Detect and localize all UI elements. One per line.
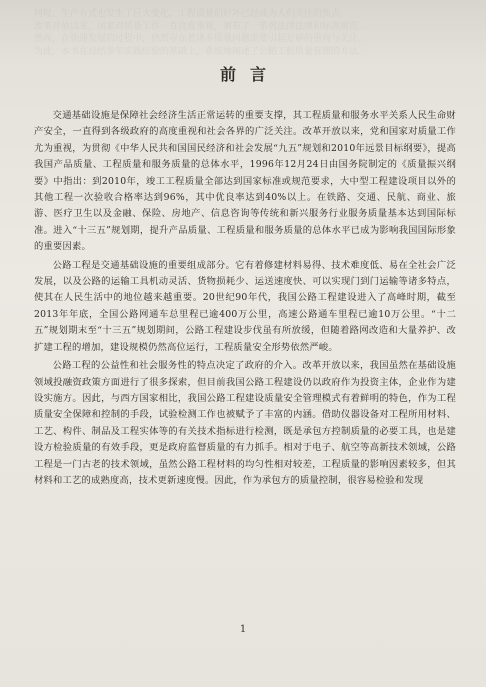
paragraph-3: 公路工程的公益性和社会服务性的特点决定了政府的介入。改革开放以来，我国虽然在基础设施领域投融资政策方面进行了很多探索，但目前我国公路工程建设仍以政府作为投资主体，企业作为建设实施方。因此，与西方国家相比，我国公路工程建设质量安全管理模式有着鲜明的特色，作为工程质量安全保障和控制的手段，试验检测工作也被赋予了丰富的内涵。借助仪器设备对工程所用材料、工艺、构件、制品及工程实体等的有关技术指标进行检测，既是承包方控制质量的必要工具，也是建设方检验质量的有效手段，更是政府监督质量的有力抓手。相对于电子、航空等高新技术领域，公路工程是一门古老的技术领域，虽然公路工程材料的均匀性相对较差，工程质量的影响因素较多，但其材料和工艺的成熟度高，技术更新速度慢。因此，作为承包方的质量控制，很容易检验和发现 <box>34 360 456 486</box>
paragraph-2: 公路工程是交通基础设施的重要组成部分。它有着修建材料易得、技术难度低、易在全社会广泛发展，以及公路的运输工具机动灵活、货物损耗少、运送速度快、可以实现门到门运输等诸多特点，使其在人民生活中的地位越来越重要。20世纪90年代，我国公路工程建设进入了高峰时期，截至2013年年底，全国公路网通车总里程已逾400万公里，高速公路通车里程已逾10万公里。“十二五”规划期末至“十三五”规划期间，公路工程建设步伐虽有所放缓，但随着路网改造和大量养护、改扩建工程的增加，建设规模仍然高位运行，工程质量安全形势依然严峻。 <box>34 259 456 353</box>
show-through-line: 改革开放以来，国家对质量工作一直高度重视，颁布了一系列法律法规和标准规范。 <box>34 21 368 32</box>
show-through-text <box>34 8 454 58</box>
body-text <box>34 108 456 491</box>
paragraph-1: 交通基础设施是保障社会经济生活正常运转的重要支撑，其工程质量和服务水平关系人民生命财产安全，一直得到各级政府的高度重视和社会各界的广泛关注。改革开放以来，党和国家对质量工作尤为重视，为贯彻《中华人民共和国国民经济和社会发展“九五”规划和2010年远景目标纲要》，提高我国产品质量、工程质量和服务质量的总体水平，1996年12月24日由国务院制定的《质量振兴纲要》中指出：到2010年，竣工工程质量全部达到国家标准或规范要求，大中型工程建设项目以外的其他工程一次验收合格率达到96%，其中优良率达到40%以上。在铁路、交通、民航、商业、旅游、医疗卫生以及金融、保险、房地产、信息咨询等传统和新兴服务行业服务质量基本达到国际标准。进入“十三五”规划期，提升产品质量、工程质量和服务质量的总体水平已成为影响我国国际形象的重要因素。 <box>34 110 456 253</box>
page-title: 前言 <box>219 65 280 84</box>
show-through-line: 为此，本书在总结多年实践经验的基础上，系统地阐述了公路工程质量管理的方法。 <box>34 46 368 57</box>
show-through-line: 同时，生产方式也发生了巨大变化，工程质量的好坏已经成为人们关注的焦点。 <box>34 9 350 19</box>
show-through-line: 然而，在快速发展的过程中，仍然存在着诸多质量问题需要引起足够的重视与关注。 <box>34 34 368 44</box>
page-number: 1 <box>239 624 247 635</box>
